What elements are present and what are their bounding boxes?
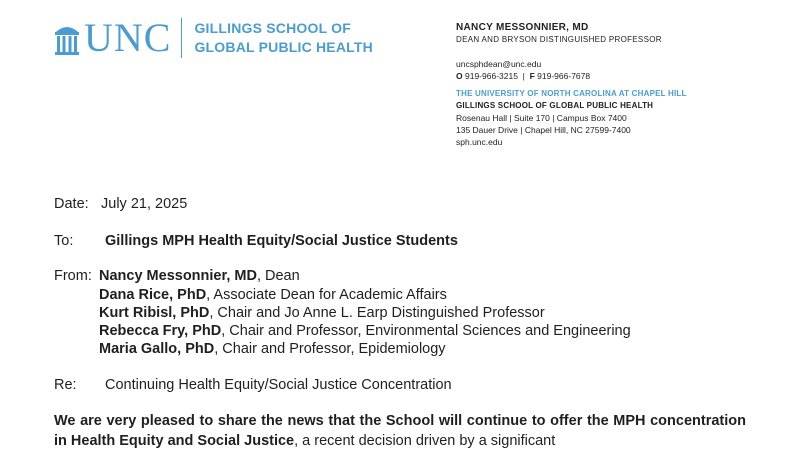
email-link[interactable]: uncsphdean@unc.edu xyxy=(456,59,542,69)
unc-wordmark: UNC xyxy=(84,15,172,60)
dean-title: DEAN AND BRYSON DISTINGUISHED PROFESSOR xyxy=(456,35,662,44)
memo-from-label: From: xyxy=(54,268,92,284)
unc-logo xyxy=(54,15,373,60)
old-well-icon xyxy=(54,20,80,56)
phone-fax: O 919-966-3215 | F 919-966-7678 xyxy=(456,71,591,81)
from-line: Maria Gallo, PhD, Chair and Professor, Epidemiology xyxy=(99,341,446,357)
from-line: Rebecca Fry, PhD, Chair and Professor, Environmental Sciences and Engineering xyxy=(99,323,631,339)
memo-date: Date: July 21, 2025 xyxy=(54,196,188,212)
school-name-small: GILLINGS SCHOOL OF GLOBAL PUBLIC HEALTH xyxy=(456,101,654,110)
body-paragraph: We are very pleased to share the news that the School will continue to offer the MPH concentration in Health Equity and Social Justice, a recent decision driven by a significant xyxy=(54,413,746,449)
letterhead-contact xyxy=(456,22,687,148)
website-link[interactable]: sph.unc.edu xyxy=(456,137,503,147)
logo-divider xyxy=(181,18,182,58)
school-name: GILLINGS SCHOOL OF GLOBAL PUBLIC HEALTH xyxy=(194,20,373,55)
memo-re: Re: Continuing Health Equity/Social Justice Concentration xyxy=(54,377,452,393)
from-line: Dana Rice, PhD, Associate Dean for Academic Affairs xyxy=(99,287,447,303)
university-name: THE UNIVERSITY OF NORTH CAROLINA AT CHAPEL HILL xyxy=(456,89,687,98)
memo-to: To: Gillings MPH Health Equity/Social Justice Students xyxy=(54,233,458,249)
from-line: Kurt Ribisl, PhD, Chair and Jo Anne L. Earp Distinguished Professor xyxy=(99,305,545,321)
from-line: Nancy Messonnier, MD, Dean xyxy=(99,268,300,284)
address-line-1: Rosenau Hall | Suite 170 | Campus Box 7400 xyxy=(456,113,627,123)
dean-name: NANCY MESSONNIER, MD xyxy=(456,22,589,33)
address-line-2: 135 Dauer Drive | Chapel Hill, NC 27599-7400 xyxy=(456,125,631,135)
